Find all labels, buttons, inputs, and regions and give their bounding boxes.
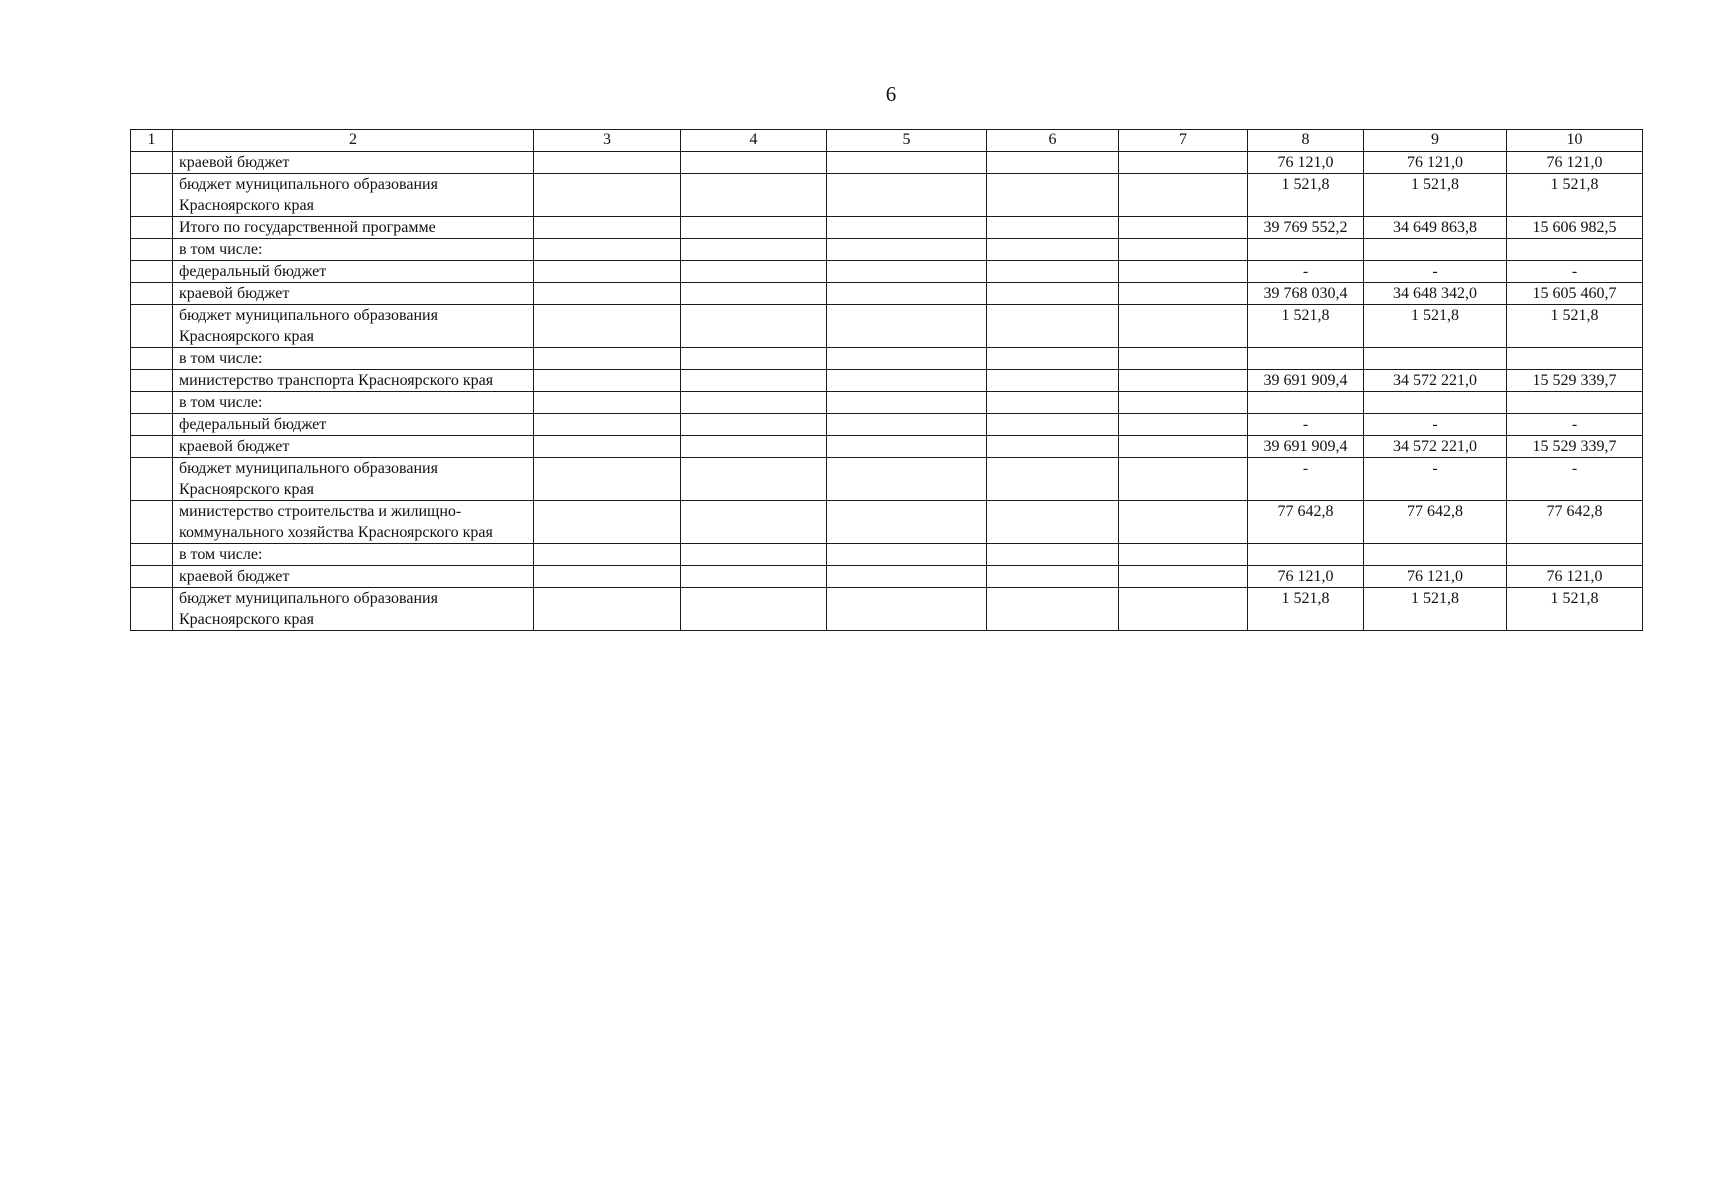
col5-cell bbox=[827, 501, 987, 544]
col7-cell bbox=[1119, 544, 1248, 566]
col5-cell bbox=[827, 414, 987, 436]
col6-cell bbox=[987, 174, 1119, 217]
value-cell-col8: 39 691 909,4 bbox=[1248, 436, 1364, 458]
col5-cell bbox=[827, 392, 987, 414]
row-name-cell: федеральный бюджет bbox=[173, 414, 534, 436]
col1-cell bbox=[131, 566, 173, 588]
col7-cell bbox=[1119, 501, 1248, 544]
table-row bbox=[131, 370, 1643, 392]
col1-cell bbox=[131, 239, 173, 261]
row-name-cell: в том числе: bbox=[173, 392, 534, 414]
header-cell: 3 bbox=[534, 130, 681, 152]
col7-cell bbox=[1119, 217, 1248, 239]
col6-cell bbox=[987, 152, 1119, 174]
value-cell-col8: 76 121,0 bbox=[1248, 566, 1364, 588]
col4-cell bbox=[681, 305, 827, 348]
col1-cell bbox=[131, 348, 173, 370]
value-cell-col10: 1 521,8 bbox=[1507, 588, 1643, 631]
col1-cell bbox=[131, 544, 173, 566]
value-cell-col8: - bbox=[1248, 414, 1364, 436]
row-name-cell: министерство транспорта Красноярского края bbox=[173, 370, 534, 392]
value-cell-col9: 34 572 221,0 bbox=[1364, 370, 1507, 392]
col7-cell bbox=[1119, 305, 1248, 348]
page-number: 6 bbox=[885, 82, 897, 106]
col5-cell bbox=[827, 544, 987, 566]
value-cell-col10: 76 121,0 bbox=[1507, 566, 1643, 588]
col5-cell bbox=[827, 305, 987, 348]
value-cell-col10: 1 521,8 bbox=[1507, 305, 1643, 348]
col5-cell bbox=[827, 239, 987, 261]
table-row bbox=[131, 348, 1643, 370]
col5-cell bbox=[827, 152, 987, 174]
value-cell-col8: 39 691 909,4 bbox=[1248, 370, 1364, 392]
value-cell-col8: - bbox=[1248, 261, 1364, 283]
col3-cell bbox=[534, 501, 681, 544]
value-cell-col10: 15 529 339,7 bbox=[1507, 370, 1643, 392]
col6-cell bbox=[987, 283, 1119, 305]
col4-cell bbox=[681, 217, 827, 239]
row-name-cell: краевой бюджет bbox=[173, 152, 534, 174]
col1-cell bbox=[131, 217, 173, 239]
col7-cell bbox=[1119, 414, 1248, 436]
col4-cell bbox=[681, 348, 827, 370]
col4-cell bbox=[681, 174, 827, 217]
table-row bbox=[131, 436, 1643, 458]
value-cell-col8 bbox=[1248, 348, 1364, 370]
table-row bbox=[131, 501, 1643, 544]
header-cell: 10 bbox=[1507, 130, 1643, 152]
value-cell-col9: - bbox=[1364, 261, 1507, 283]
value-cell-col8: 1 521,8 bbox=[1248, 588, 1364, 631]
value-cell-col8 bbox=[1248, 544, 1364, 566]
col7-cell bbox=[1119, 261, 1248, 283]
col6-cell bbox=[987, 501, 1119, 544]
col3-cell bbox=[534, 544, 681, 566]
col5-cell bbox=[827, 436, 987, 458]
value-cell-col9 bbox=[1364, 348, 1507, 370]
col6-cell bbox=[987, 436, 1119, 458]
col6-cell bbox=[987, 544, 1119, 566]
col3-cell bbox=[534, 174, 681, 217]
col5-cell bbox=[827, 217, 987, 239]
col4-cell bbox=[681, 566, 827, 588]
value-cell-col10 bbox=[1507, 392, 1643, 414]
header-cell: 1 bbox=[131, 130, 173, 152]
col6-cell bbox=[987, 588, 1119, 631]
col7-cell bbox=[1119, 283, 1248, 305]
table-row bbox=[131, 458, 1643, 501]
col1-cell bbox=[131, 436, 173, 458]
col1-cell bbox=[131, 588, 173, 631]
col6-cell bbox=[987, 305, 1119, 348]
col7-cell bbox=[1119, 239, 1248, 261]
row-name-cell: бюджет муниципального образования Красноярского края bbox=[173, 305, 534, 348]
value-cell-col9: 1 521,8 bbox=[1364, 588, 1507, 631]
col5-cell bbox=[827, 348, 987, 370]
col4-cell bbox=[681, 544, 827, 566]
header-cell: 4 bbox=[681, 130, 827, 152]
col1-cell bbox=[131, 261, 173, 283]
value-cell-col9: - bbox=[1364, 414, 1507, 436]
value-cell-col9 bbox=[1364, 392, 1507, 414]
col3-cell bbox=[534, 458, 681, 501]
value-cell-col10: - bbox=[1507, 261, 1643, 283]
value-cell-col10: 15 605 460,7 bbox=[1507, 283, 1643, 305]
row-name-cell: в том числе: bbox=[173, 239, 534, 261]
col5-cell bbox=[827, 588, 987, 631]
header-cell: 2 bbox=[173, 130, 534, 152]
col5-cell bbox=[827, 370, 987, 392]
col5-cell bbox=[827, 261, 987, 283]
col6-cell bbox=[987, 217, 1119, 239]
col6-cell bbox=[987, 458, 1119, 501]
table-row bbox=[131, 566, 1643, 588]
col3-cell bbox=[534, 392, 681, 414]
col3-cell bbox=[534, 566, 681, 588]
col1-cell bbox=[131, 458, 173, 501]
table-row bbox=[131, 261, 1643, 283]
table-row bbox=[131, 239, 1643, 261]
col7-cell bbox=[1119, 588, 1248, 631]
value-cell-col9: 76 121,0 bbox=[1364, 152, 1507, 174]
row-name-cell: краевой бюджет bbox=[173, 436, 534, 458]
header-cell: 8 bbox=[1248, 130, 1364, 152]
value-cell-col9: 34 649 863,8 bbox=[1364, 217, 1507, 239]
row-name-cell: в том числе: bbox=[173, 544, 534, 566]
table-row bbox=[131, 174, 1643, 217]
row-name-cell: краевой бюджет bbox=[173, 283, 534, 305]
col4-cell bbox=[681, 370, 827, 392]
value-cell-col10: 77 642,8 bbox=[1507, 501, 1643, 544]
col6-cell bbox=[987, 566, 1119, 588]
value-cell-col8: 39 769 552,2 bbox=[1248, 217, 1364, 239]
row-name-cell: краевой бюджет bbox=[173, 566, 534, 588]
col7-cell bbox=[1119, 152, 1248, 174]
row-name-cell: Итого по государственной программе bbox=[173, 217, 534, 239]
header-cell: 6 bbox=[987, 130, 1119, 152]
col6-cell bbox=[987, 348, 1119, 370]
value-cell-col8: - bbox=[1248, 458, 1364, 501]
table-row bbox=[131, 217, 1643, 239]
value-cell-col9: 77 642,8 bbox=[1364, 501, 1507, 544]
col3-cell bbox=[534, 239, 681, 261]
col6-cell bbox=[987, 261, 1119, 283]
row-name-cell: бюджет муниципального образования Красноярского края bbox=[173, 588, 534, 631]
col3-cell bbox=[534, 588, 681, 631]
table-row bbox=[131, 392, 1643, 414]
value-cell-col10 bbox=[1507, 544, 1643, 566]
col3-cell bbox=[534, 348, 681, 370]
value-cell-col8: 1 521,8 bbox=[1248, 305, 1364, 348]
col4-cell bbox=[681, 436, 827, 458]
col7-cell bbox=[1119, 566, 1248, 588]
row-name-cell: бюджет муниципального образования Красноярского края bbox=[173, 174, 534, 217]
value-cell-col10 bbox=[1507, 348, 1643, 370]
value-cell-col9 bbox=[1364, 239, 1507, 261]
col5-cell bbox=[827, 174, 987, 217]
value-cell-col10 bbox=[1507, 239, 1643, 261]
value-cell-col8: 1 521,8 bbox=[1248, 174, 1364, 217]
value-cell-col9: 76 121,0 bbox=[1364, 566, 1507, 588]
value-cell-col9: 1 521,8 bbox=[1364, 305, 1507, 348]
value-cell-col9: 1 521,8 bbox=[1364, 174, 1507, 217]
col6-cell bbox=[987, 239, 1119, 261]
col1-cell bbox=[131, 283, 173, 305]
col4-cell bbox=[681, 588, 827, 631]
header-cell: 7 bbox=[1119, 130, 1248, 152]
col3-cell bbox=[534, 436, 681, 458]
row-name-cell: бюджет муниципального образования Красноярского края bbox=[173, 458, 534, 501]
value-cell-col8: 76 121,0 bbox=[1248, 152, 1364, 174]
value-cell-col8 bbox=[1248, 392, 1364, 414]
col1-cell bbox=[131, 305, 173, 348]
row-name-cell: министерство строительства и жилищно-коммунального хозяйства Красноярского края bbox=[173, 501, 534, 544]
col1-cell bbox=[131, 174, 173, 217]
value-cell-col9: - bbox=[1364, 458, 1507, 501]
col3-cell bbox=[534, 370, 681, 392]
col5-cell bbox=[827, 283, 987, 305]
col1-cell bbox=[131, 392, 173, 414]
col4-cell bbox=[681, 392, 827, 414]
header-cell: 5 bbox=[827, 130, 987, 152]
value-cell-col10: 15 529 339,7 bbox=[1507, 436, 1643, 458]
col5-cell bbox=[827, 458, 987, 501]
table-row bbox=[131, 544, 1643, 566]
table-row bbox=[131, 152, 1643, 174]
value-cell-col8: 77 642,8 bbox=[1248, 501, 1364, 544]
col3-cell bbox=[534, 152, 681, 174]
table-row bbox=[131, 305, 1643, 348]
col7-cell bbox=[1119, 458, 1248, 501]
col3-cell bbox=[534, 217, 681, 239]
col6-cell bbox=[987, 414, 1119, 436]
col7-cell bbox=[1119, 392, 1248, 414]
row-name-cell: федеральный бюджет bbox=[173, 261, 534, 283]
value-cell-col9: 34 648 342,0 bbox=[1364, 283, 1507, 305]
col4-cell bbox=[681, 239, 827, 261]
value-cell-col10: 15 606 982,5 bbox=[1507, 217, 1643, 239]
col1-cell bbox=[131, 501, 173, 544]
col4-cell bbox=[681, 283, 827, 305]
col4-cell bbox=[681, 501, 827, 544]
col3-cell bbox=[534, 283, 681, 305]
value-cell-col9: 34 572 221,0 bbox=[1364, 436, 1507, 458]
table-row bbox=[131, 588, 1643, 631]
value-cell-col10: 76 121,0 bbox=[1507, 152, 1643, 174]
col7-cell bbox=[1119, 174, 1248, 217]
col3-cell bbox=[534, 414, 681, 436]
value-cell-col8 bbox=[1248, 239, 1364, 261]
col7-cell bbox=[1119, 436, 1248, 458]
col4-cell bbox=[681, 414, 827, 436]
value-cell-col10: - bbox=[1507, 414, 1643, 436]
table-header-row bbox=[131, 130, 1643, 152]
col4-cell bbox=[681, 261, 827, 283]
col1-cell bbox=[131, 152, 173, 174]
value-cell-col9 bbox=[1364, 544, 1507, 566]
col6-cell bbox=[987, 370, 1119, 392]
value-cell-col10: - bbox=[1507, 458, 1643, 501]
table-row bbox=[131, 414, 1643, 436]
col1-cell bbox=[131, 414, 173, 436]
table-row bbox=[131, 283, 1643, 305]
col4-cell bbox=[681, 458, 827, 501]
row-name-cell: в том числе: bbox=[173, 348, 534, 370]
col1-cell bbox=[131, 370, 173, 392]
value-cell-col8: 39 768 030,4 bbox=[1248, 283, 1364, 305]
col7-cell bbox=[1119, 348, 1248, 370]
header-cell: 9 bbox=[1364, 130, 1507, 152]
col3-cell bbox=[534, 305, 681, 348]
col7-cell bbox=[1119, 370, 1248, 392]
budget-table bbox=[130, 129, 1643, 631]
col6-cell bbox=[987, 392, 1119, 414]
col5-cell bbox=[827, 566, 987, 588]
value-cell-col10: 1 521,8 bbox=[1507, 174, 1643, 217]
col3-cell bbox=[534, 261, 681, 283]
col4-cell bbox=[681, 152, 827, 174]
